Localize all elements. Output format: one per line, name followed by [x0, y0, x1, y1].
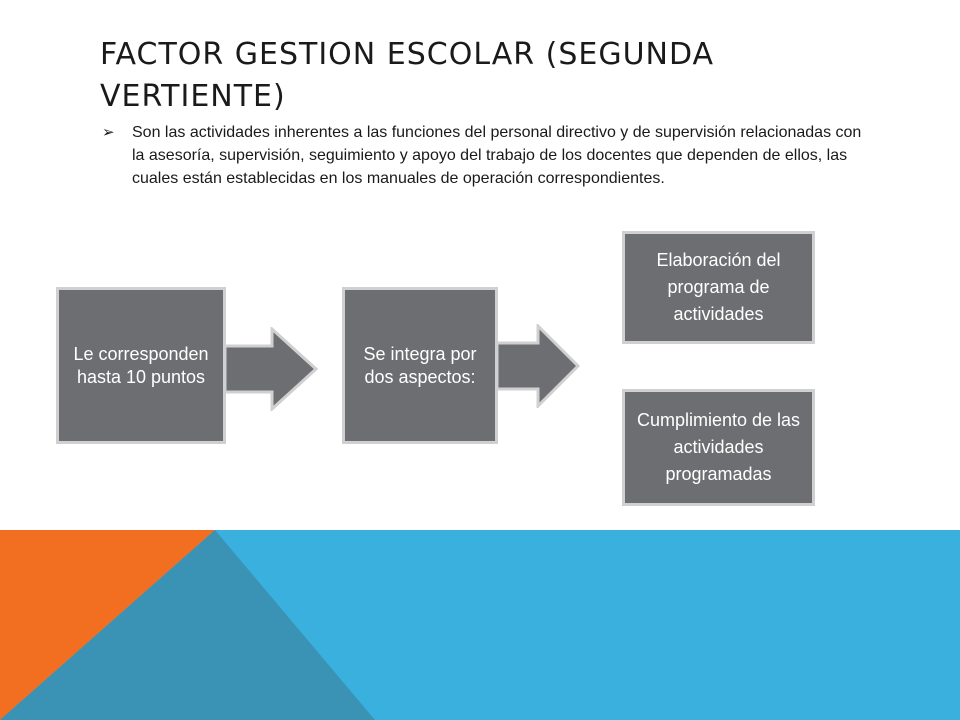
arrow-2: [496, 324, 580, 408]
slide-title: FACTOR GESTION ESCOLAR (SEGUNDA VERTIENTE): [100, 37, 715, 114]
bullet-text: Son las actividades inherentes a las funciones del personal directivo y de supervisión relacionadas con la asesoría, supervisión, seguimiento y apoyo del trabajo de los docentes que dependen de ellos, las cuales están establecidas en los manuales de operación correspondientes.: [132, 124, 862, 187]
arrow-1: [224, 327, 318, 411]
fulfillment-box: [622, 389, 815, 506]
program-box-label: Elaboración del programa de actividades: [656, 250, 781, 324]
points-box: [56, 287, 226, 444]
arrow-bullet-icon: ➢: [102, 124, 115, 141]
aspects-box-label: Se integra por dos aspectos:: [363, 343, 477, 387]
bullet-item: [102, 121, 862, 190]
aspects-box: [342, 287, 498, 444]
fulfillment-box-label: Cumplimiento de las actividades programadas: [636, 410, 801, 484]
points-box-label: Le corresponden hasta 10 puntos: [73, 343, 209, 387]
program-box: [622, 231, 815, 344]
